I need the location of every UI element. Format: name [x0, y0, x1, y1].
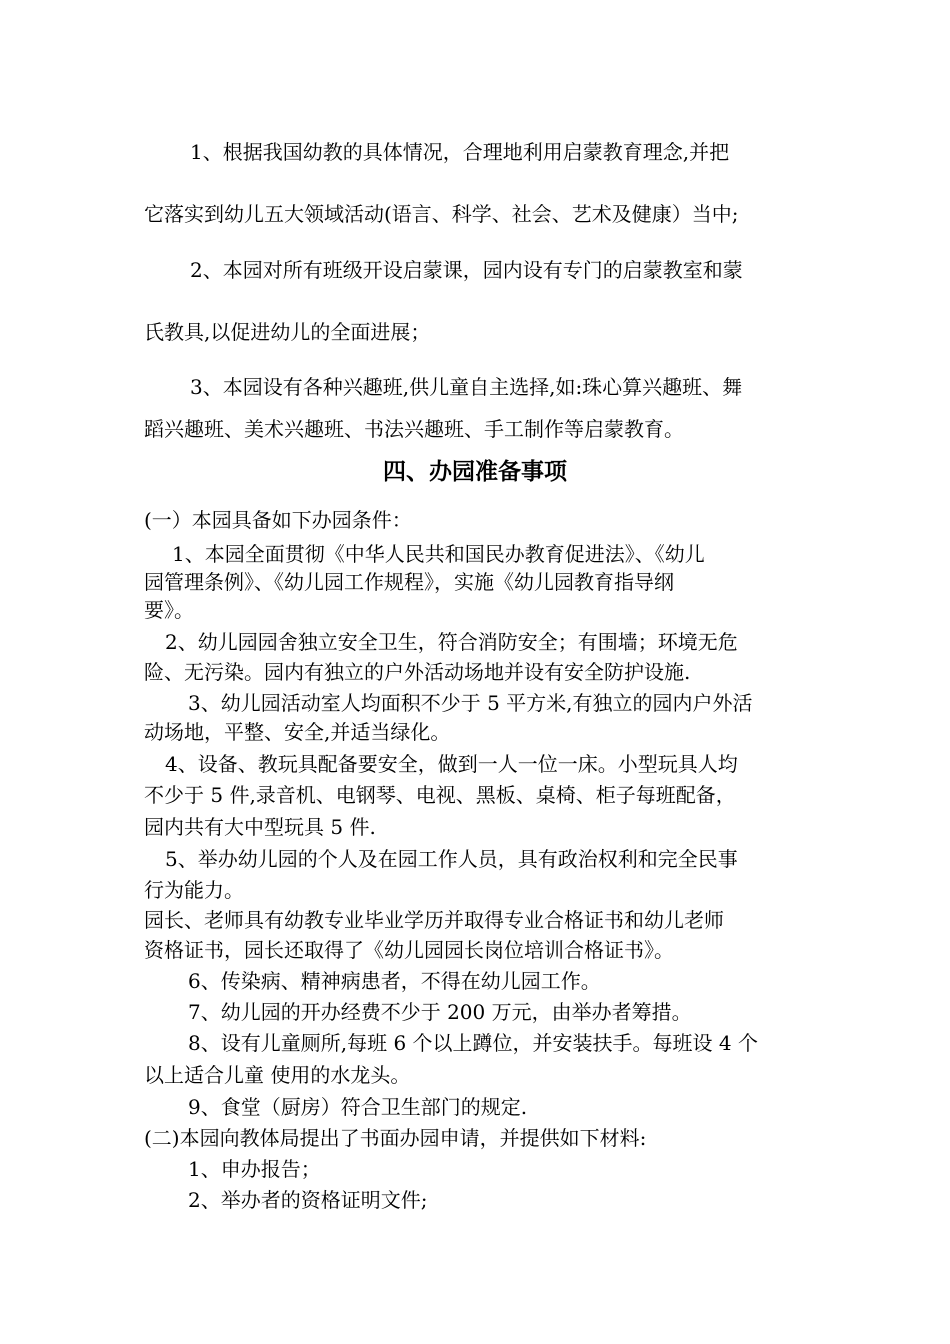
condition-2-line-2: 险、无污染。园内有独立的户外活动场地并设有安全防护设施. — [144, 660, 691, 684]
condition-9: 9、食堂（厨房）符合卫生部门的规定. — [188, 1095, 528, 1119]
condition-3-line-1: 3、幼儿园活动室人均面积不少于 5 平方米,有独立的园内户外活 — [188, 691, 753, 715]
condition-5-line-2: 行为能力。 — [144, 878, 244, 902]
subsection-1-title: (一）本园具备如下办园条件： — [144, 508, 412, 532]
paragraph-1-line-2: 它落实到幼儿五大领域活动(语言、科学、社会、艺术及健康）当中; — [144, 202, 739, 226]
condition-2-line-1: 2、幼儿园园舍独立安全卫生，符合消防安全；有围墙；环境无危 — [165, 630, 738, 654]
material-1: 1、申办报告； — [188, 1157, 321, 1181]
paragraph-2-line-1: 2、本园对所有班级开设启蒙课，园内设有专门的启蒙教室和蒙 — [190, 258, 743, 282]
condition-6: 6、传染病、精神病患者，不得在幼儿园工作。 — [188, 969, 601, 993]
condition-1-line-1: 1、本园全面贯彻《中华人民共和国民办教育促进法》、《幼儿 — [172, 542, 705, 566]
material-2: 2、举办者的资格证明文件; — [188, 1188, 428, 1212]
condition-1-line-2: 园管理条例》、《幼儿园工作规程》，实施《幼儿园教育指导纲 — [144, 570, 674, 594]
condition-8-line-2: 以上适合儿童 使用的水龙头。 — [144, 1063, 411, 1087]
condition-4-line-3: 园内共有大中型玩具 5 件. — [144, 815, 376, 839]
paragraph-3-line-1: 3、本园设有各种兴趣班,供儿童自主选择,如:珠心算兴趣班、舞 — [190, 375, 743, 399]
condition-3-line-2: 动场地，平整、安全,并适当绿化。 — [144, 720, 451, 744]
subsection-2-title: (二)本园向教体局提出了书面办园申请，并提供如下材料: — [144, 1126, 647, 1150]
condition-5-line-4: 资格证书，园长还取得了《幼儿园园长岗位培训合格证书》。 — [144, 938, 674, 962]
condition-7: 7、幼儿园的开办经费不少于 200 万元，由举办者筹措。 — [188, 1000, 692, 1024]
paragraph-2-line-2: 氏教具,以促进幼儿的全面进展； — [144, 320, 431, 344]
condition-5-line-3: 园长、老师具有幼教专业毕业学历并取得专业合格证书和幼儿老师 — [144, 908, 724, 932]
condition-8-line-1: 8、设有儿童厕所,每班 6 个以上蹲位，并安装扶手。每班设 4 个 — [188, 1031, 758, 1055]
condition-1-line-3: 要》。 — [144, 598, 194, 622]
paragraph-1-line-1: 1、根据我国幼教的具体情况，合理地利用启蒙教育理念,并把 — [190, 140, 730, 164]
condition-5-line-1: 5、举办幼儿园的个人及在园工作人员，具有政治权利和完全民事 — [165, 847, 738, 871]
paragraph-3-line-2: 蹈兴趣班、美术兴趣班、书法兴趣班、手工制作等启蒙教育。 — [144, 417, 684, 441]
section-heading: 四、办园准备事项 — [383, 458, 567, 485]
condition-4-line-2: 不少于 5 件,录音机、电钢琴、电视、黑板、桌椅、柜子每班配备， — [144, 783, 736, 807]
condition-4-line-1: 4、设备、教玩具配备要安全，做到一人一位一床。小型玩具人均 — [165, 752, 738, 776]
